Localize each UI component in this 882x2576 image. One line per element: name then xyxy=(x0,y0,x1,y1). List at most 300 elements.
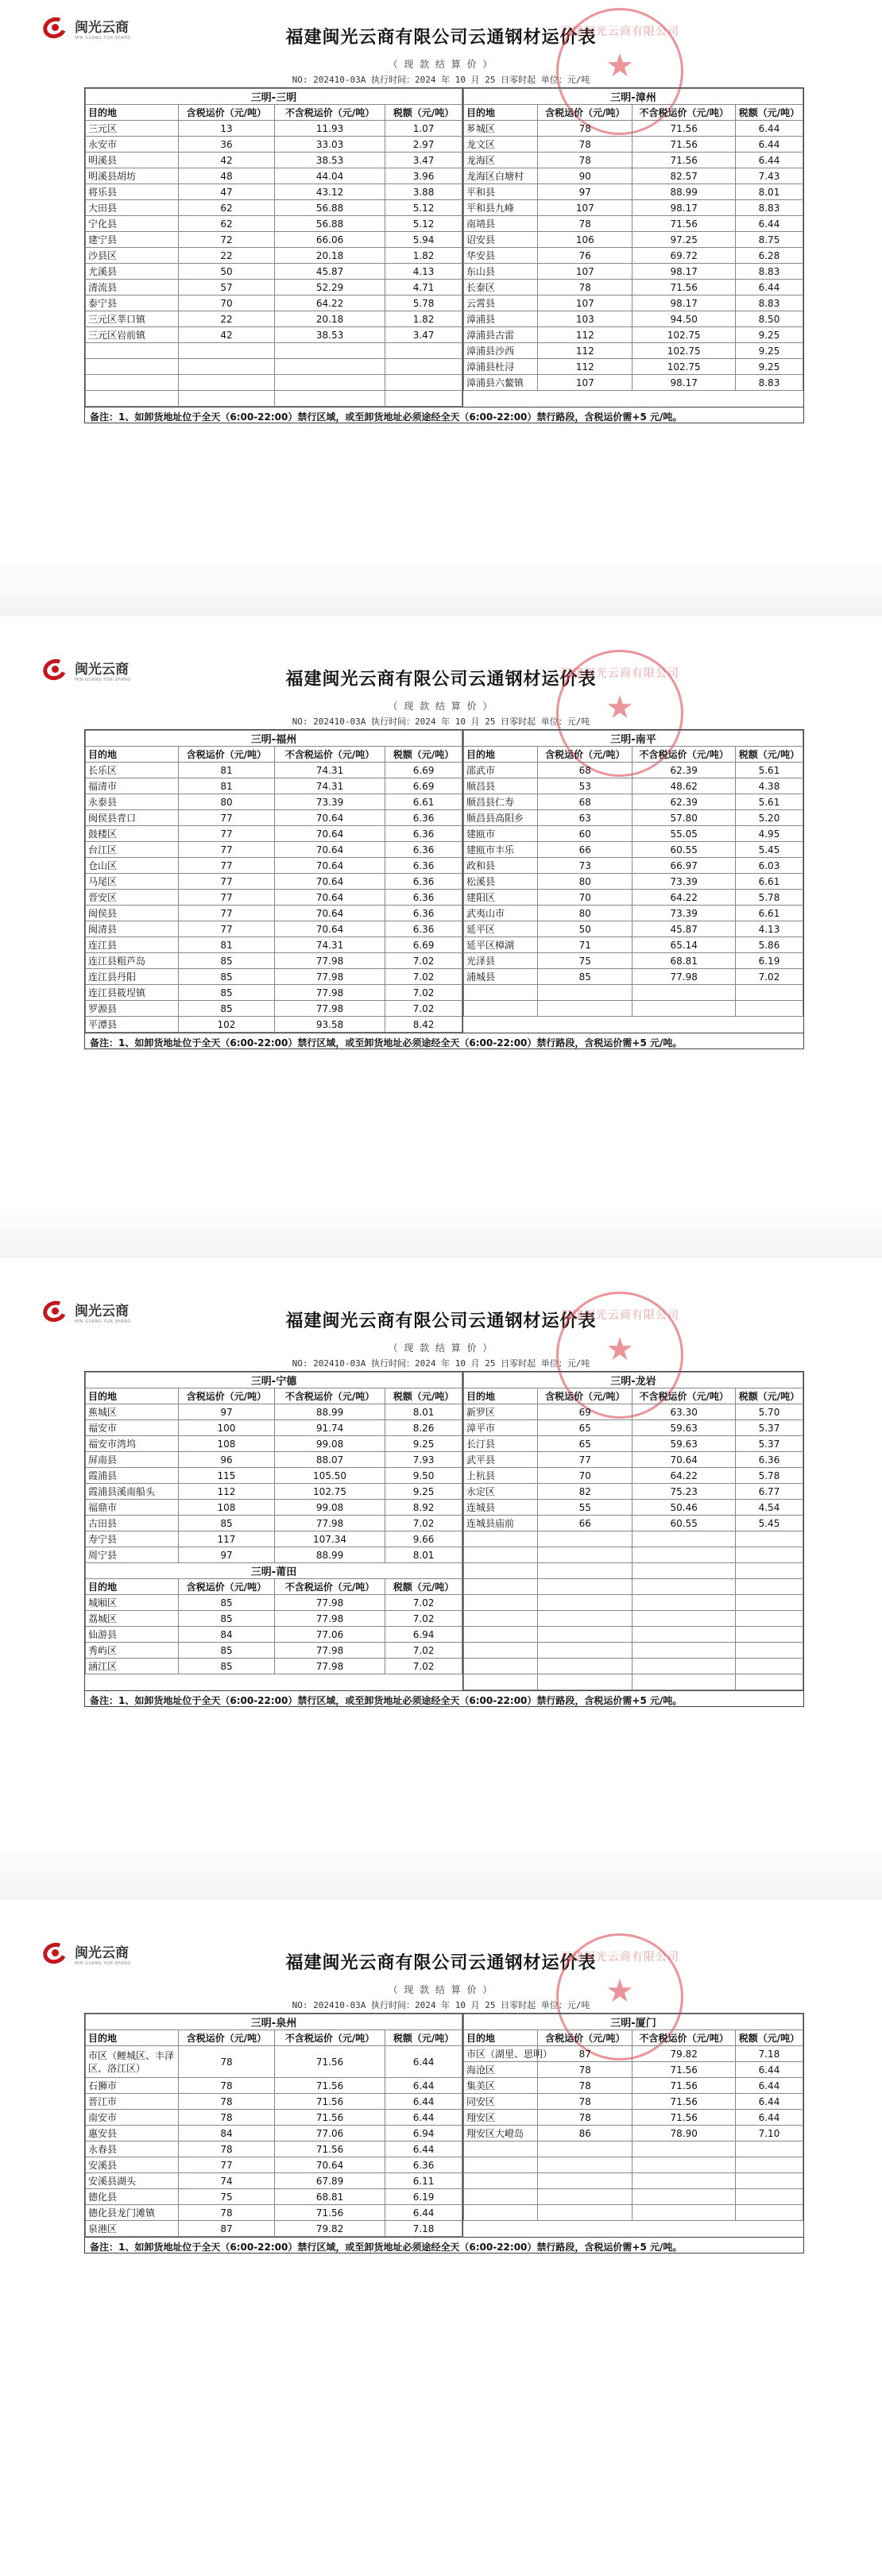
price-cell: 102.75 xyxy=(632,359,736,375)
price-cell: 70.64 xyxy=(274,2157,385,2173)
price-cell: 38.53 xyxy=(274,153,385,168)
destination-cell: 石狮市 xyxy=(86,2078,179,2094)
rate-table xyxy=(463,730,803,1017)
table-row xyxy=(464,121,803,137)
price-cell: 68 xyxy=(538,763,632,778)
destination-cell: 市区（鲤城区、丰泽区、洛江区） xyxy=(86,2046,179,2078)
table-row xyxy=(464,153,803,168)
left-region-column xyxy=(85,1372,463,1690)
column-header: 目的地 xyxy=(86,105,179,121)
destination-cell: 寿宁县 xyxy=(86,1531,179,1547)
table-row xyxy=(464,1674,803,1690)
price-cell: 97 xyxy=(178,1404,274,1420)
price-cell xyxy=(538,2157,632,2173)
price-cell xyxy=(538,1659,632,1674)
price-cell: 71.56 xyxy=(632,2062,736,2078)
destination-cell: 福安市湾坞 xyxy=(86,1436,179,1452)
price-cell xyxy=(178,343,274,359)
price-cell: 78 xyxy=(178,2094,274,2110)
column-header: 税额（元/吨） xyxy=(735,105,803,121)
destination-cell xyxy=(464,1001,538,1017)
price-cell: 6.44 xyxy=(385,2110,462,2126)
price-cell: 107 xyxy=(538,295,632,311)
price-cell xyxy=(538,1643,632,1659)
logo-text: 闽光云商 xyxy=(75,1945,129,1961)
seal-star-icon: ★ xyxy=(605,1973,634,2010)
region-title-row xyxy=(86,1563,462,1579)
price-cell: 98.17 xyxy=(632,264,736,280)
price-cell: 78 xyxy=(178,2046,274,2078)
table-row xyxy=(464,1659,803,1674)
logo-subtext: MIN GUANG YUN SHANG xyxy=(75,35,131,41)
price-cell: 75 xyxy=(178,2189,274,2205)
header-row xyxy=(86,747,462,763)
price-cell xyxy=(735,1579,803,1595)
destination-cell: 东山县 xyxy=(464,264,538,280)
table-row xyxy=(464,248,803,264)
destination-cell: 宁化县 xyxy=(86,216,179,232)
price-cell: 112 xyxy=(178,1484,274,1500)
logo-text: 闽光云商 xyxy=(75,661,129,678)
price-cell xyxy=(632,1547,736,1563)
price-cell: 6.36 xyxy=(385,2157,462,2173)
price-cell: 9.25 xyxy=(735,359,803,375)
seal-star-icon: ★ xyxy=(605,689,634,726)
price-cell: 60.55 xyxy=(632,842,736,858)
price-cell: 7.02 xyxy=(385,1595,462,1611)
page-title: 福建闽光云商有限公司云通钢材运价表 xyxy=(285,670,597,689)
price-cell xyxy=(274,343,385,359)
price-cell: 69 xyxy=(538,1404,632,1420)
destination-cell: 仙游县 xyxy=(86,1627,179,1643)
table-row xyxy=(86,1001,462,1017)
destination-cell: 延平区 xyxy=(464,921,538,937)
destination-cell: 长泰区 xyxy=(464,280,538,295)
price-cell: 85 xyxy=(538,969,632,985)
column-header: 目的地 xyxy=(86,747,179,763)
column-header: 不含税运价（元/吨） xyxy=(632,105,736,121)
table-row xyxy=(86,874,462,890)
price-cell: 5.78 xyxy=(735,890,803,906)
destination-cell xyxy=(464,2157,538,2173)
table-row xyxy=(86,810,462,826)
column-header: 目的地 xyxy=(464,105,538,121)
table-row xyxy=(86,906,462,921)
price-cell: 107 xyxy=(538,375,632,391)
table-row xyxy=(464,2126,803,2142)
destination-cell: 长汀县 xyxy=(464,1436,538,1452)
price-cell: 80 xyxy=(538,906,632,921)
price-cell xyxy=(735,2157,803,2173)
table-row xyxy=(464,1436,803,1452)
column-header: 税额（元/吨） xyxy=(385,105,462,121)
table-row xyxy=(86,937,462,953)
price-cell: 108 xyxy=(178,1500,274,1516)
price-cell: 71.56 xyxy=(632,2094,736,2110)
price-cell: 71.56 xyxy=(632,280,736,295)
region-title: 三明-莆田 xyxy=(86,1563,462,1579)
destination-cell: 龙海区 xyxy=(464,153,538,168)
price-cell xyxy=(632,1595,736,1611)
destination-cell: 连江县筱埕镇 xyxy=(86,985,179,1001)
price-cell: 67.89 xyxy=(274,2173,385,2189)
price-cell xyxy=(632,2173,736,2189)
destination-cell: 涵江区 xyxy=(86,1659,179,1674)
table-row xyxy=(86,2173,462,2189)
price-cell: 9.25 xyxy=(385,1436,462,1452)
price-cell: 103 xyxy=(538,311,632,327)
tariff-page xyxy=(0,1925,882,2542)
price-cell: 112 xyxy=(538,343,632,359)
price-cell: 71.56 xyxy=(274,2142,385,2157)
price-cell xyxy=(735,1531,803,1547)
destination-cell: 福清市 xyxy=(86,778,179,794)
table-row xyxy=(464,1500,803,1516)
price-cell: 63.30 xyxy=(632,1404,736,1420)
destination-cell: 诏安县 xyxy=(464,232,538,248)
price-cell: 5.78 xyxy=(735,1468,803,1484)
destination-cell: 永泰县 xyxy=(86,794,179,810)
price-cell: 72 xyxy=(178,232,274,248)
price-cell: 78 xyxy=(178,2205,274,2221)
region-title: 三明-宁德 xyxy=(86,1373,462,1388)
price-cell: 9.66 xyxy=(385,1531,462,1547)
table-row xyxy=(464,1468,803,1484)
price-cell: 78.90 xyxy=(632,2126,736,2142)
price-cell: 107 xyxy=(538,200,632,216)
price-cell: 78 xyxy=(538,216,632,232)
price-cell: 7.02 xyxy=(385,969,462,985)
price-cell: 50.46 xyxy=(632,1500,736,1516)
price-cell: 6.36 xyxy=(385,906,462,921)
destination-cell: 台江区 xyxy=(86,842,179,858)
price-cell: 38.53 xyxy=(274,327,385,343)
seal-text: 福建闽光云商有限公司 xyxy=(560,1309,679,1322)
price-cell xyxy=(632,1531,736,1547)
price-cell xyxy=(632,2205,736,2221)
table-row xyxy=(464,280,803,295)
column-header: 不含税运价（元/吨） xyxy=(274,1579,385,1595)
price-cell: 9.25 xyxy=(735,343,803,359)
price-cell: 78 xyxy=(538,2062,632,2078)
table-row xyxy=(464,763,803,778)
table-row xyxy=(86,985,462,1001)
price-cell: 82.57 xyxy=(632,168,736,184)
tariff-page xyxy=(0,1284,882,1900)
price-cell: 88.99 xyxy=(632,184,736,200)
price-cell: 5.37 xyxy=(735,1436,803,1452)
price-cell: 65 xyxy=(538,1436,632,1452)
price-cell: 77.98 xyxy=(274,1659,385,1674)
price-cell xyxy=(735,2142,803,2157)
table-row xyxy=(464,2062,803,2078)
column-header: 目的地 xyxy=(464,2030,538,2046)
destination-cell xyxy=(464,1579,538,1595)
price-cell: 107 xyxy=(538,264,632,280)
destination-cell: 清流县 xyxy=(86,280,179,295)
remark-note: 备注：1、如卸货地址位于全天（6:00-22:00）禁行区域，或至卸货地址必须途经全天（6:00-22:00）禁行路段，含税运价需+5 元/吨。 xyxy=(85,407,803,423)
destination-cell xyxy=(464,985,538,1001)
pricing-subtitle: （ 现 款 结 算 价 ） xyxy=(388,59,494,70)
price-cell xyxy=(735,1627,803,1643)
price-cell xyxy=(632,985,736,1001)
price-cell: 78 xyxy=(178,2142,274,2157)
price-cell: 70.64 xyxy=(274,858,385,874)
destination-cell: 荔城区 xyxy=(86,1611,179,1627)
rate-table xyxy=(85,1372,462,1674)
destination-cell: 泰宁县 xyxy=(86,295,179,311)
price-cell: 71.56 xyxy=(632,2078,736,2094)
price-cell xyxy=(632,1674,736,1690)
destination-cell xyxy=(464,1611,538,1627)
column-header: 不含税运价（元/吨） xyxy=(274,1388,385,1404)
price-cell: 66.06 xyxy=(274,232,385,248)
price-cell: 3.47 xyxy=(385,327,462,343)
destination-cell: 武夷山市 xyxy=(464,906,538,921)
price-cell: 7.02 xyxy=(735,969,803,985)
destination-cell: 连江县 xyxy=(86,937,179,953)
price-cell: 5.94 xyxy=(385,232,462,248)
seal-star-icon: ★ xyxy=(605,1331,634,1368)
price-cell: 8.42 xyxy=(385,1017,462,1033)
destination-cell xyxy=(464,1659,538,1674)
price-cell xyxy=(632,1001,736,1017)
price-cell: 90 xyxy=(538,168,632,184)
price-cell: 48.62 xyxy=(632,778,736,794)
price-cell: 42 xyxy=(178,153,274,168)
price-cell xyxy=(538,985,632,1001)
table-row xyxy=(464,264,803,280)
destination-cell: 永春县 xyxy=(86,2142,179,2157)
price-cell: 6.19 xyxy=(735,953,803,969)
destination-cell xyxy=(464,2205,538,2221)
price-cell xyxy=(632,1659,736,1674)
price-cell: 6.44 xyxy=(385,2094,462,2110)
price-cell: 5.70 xyxy=(735,1404,803,1420)
destination-cell: 松溪县 xyxy=(464,874,538,890)
table-row xyxy=(86,1643,462,1659)
price-cell xyxy=(538,1611,632,1627)
table-row xyxy=(86,121,462,137)
price-cell: 77 xyxy=(178,810,274,826)
price-cell: 3.88 xyxy=(385,184,462,200)
price-cell xyxy=(538,2205,632,2221)
destination-cell: 闽侯县青口 xyxy=(86,810,179,826)
destination-cell: 连城县庙前 xyxy=(464,1516,538,1531)
price-cell: 115 xyxy=(178,1468,274,1484)
table-row xyxy=(86,1659,462,1674)
table-row xyxy=(464,890,803,906)
price-cell: 6.61 xyxy=(735,874,803,890)
price-cell: 102.75 xyxy=(274,1484,385,1500)
destination-cell: 明溪县 xyxy=(86,153,179,168)
price-cell: 73.39 xyxy=(274,794,385,810)
column-header: 税额（元/吨） xyxy=(385,2030,462,2046)
column-header: 目的地 xyxy=(86,1388,179,1404)
price-cell: 55 xyxy=(538,1500,632,1516)
price-cell: 77 xyxy=(178,874,274,890)
price-cell: 6.03 xyxy=(735,858,803,874)
price-cell: 107.34 xyxy=(274,1531,385,1547)
region-title: 三明-漳州 xyxy=(464,89,803,105)
destination-cell: 平潭县 xyxy=(86,1017,179,1033)
destination-cell: 古田县 xyxy=(86,1516,179,1531)
destination-cell: 将乐县 xyxy=(86,184,179,200)
destination-cell xyxy=(464,2173,538,2189)
price-cell: 8.83 xyxy=(735,200,803,216)
table-row xyxy=(464,1452,803,1468)
price-cell: 70.64 xyxy=(274,921,385,937)
table-row xyxy=(464,327,803,343)
remark-note: 备注：1、如卸货地址位于全天（6:00-22:00）禁行区域，或至卸货地址必须途经全天（6:00-22:00）禁行路段，含税运价需+5 元/吨。 xyxy=(85,1690,803,1706)
column-header: 目的地 xyxy=(464,1388,538,1404)
price-cell xyxy=(632,1563,736,1579)
table-row xyxy=(464,359,803,375)
destination-cell: 德化县龙门滩镇 xyxy=(86,2205,179,2221)
price-cell: 77.98 xyxy=(274,1611,385,1627)
left-region-column xyxy=(85,730,463,1033)
table-row xyxy=(464,874,803,890)
destination-cell: 永安市 xyxy=(86,137,179,153)
destination-cell: 平和县 xyxy=(464,184,538,200)
price-cell: 5.37 xyxy=(735,1420,803,1436)
destination-cell: 延平区樟湖 xyxy=(464,937,538,953)
price-cell xyxy=(385,343,462,359)
table-row xyxy=(86,343,462,359)
table-row xyxy=(464,1516,803,1531)
price-cell: 8.83 xyxy=(735,264,803,280)
price-cell: 77 xyxy=(178,2157,274,2173)
price-cell: 85 xyxy=(178,1611,274,1627)
price-cell: 9.25 xyxy=(385,1484,462,1500)
price-cell: 97 xyxy=(178,1547,274,1563)
price-cell xyxy=(538,1674,632,1690)
price-cell: 85 xyxy=(178,1516,274,1531)
destination-cell: 马尾区 xyxy=(86,874,179,890)
column-header: 不含税运价（元/吨） xyxy=(274,2030,385,2046)
destination-cell: 霞浦县溪南船头 xyxy=(86,1484,179,1500)
column-header: 税额（元/吨） xyxy=(735,2030,803,2046)
price-cell: 6.44 xyxy=(385,2078,462,2094)
price-cell: 84 xyxy=(178,2126,274,2142)
price-cell: 45.87 xyxy=(274,264,385,280)
price-cell xyxy=(632,1611,736,1627)
destination-cell: 建阳区 xyxy=(464,890,538,906)
header-row xyxy=(86,1579,462,1595)
rate-frame xyxy=(84,2013,804,2254)
region-title: 三明-三明 xyxy=(86,89,462,105)
destination-cell: 建瓯市丰乐 xyxy=(464,842,538,858)
price-cell: 88.99 xyxy=(274,1404,385,1420)
price-cell: 71.56 xyxy=(632,137,736,153)
price-cell: 106 xyxy=(538,232,632,248)
table-row xyxy=(464,921,803,937)
price-cell: 22 xyxy=(178,248,274,264)
region-title: 三明-厦门 xyxy=(464,2014,803,2030)
table-row xyxy=(86,1420,462,1436)
price-cell: 6.44 xyxy=(385,2142,462,2157)
price-cell xyxy=(538,1627,632,1643)
table-row xyxy=(86,2157,462,2173)
price-cell: 6.44 xyxy=(385,2046,462,2078)
destination-cell: 福鼎市 xyxy=(86,1500,179,1516)
destination-cell: 蕉城区 xyxy=(86,1404,179,1420)
price-cell: 56.88 xyxy=(274,200,385,216)
logo-subtext: MIN GUANG YUN SHANG xyxy=(75,1960,131,1966)
table-row xyxy=(464,969,803,985)
page-title: 福建闽光云商有限公司云通钢材运价表 xyxy=(285,1953,597,1973)
destination-cell: 连江县粗芦岛 xyxy=(86,953,179,969)
price-cell: 8.92 xyxy=(385,1500,462,1516)
price-cell: 6.94 xyxy=(385,1627,462,1643)
destination-cell: 安溪县湖头 xyxy=(86,2173,179,2189)
price-cell: 77 xyxy=(178,826,274,842)
table-row xyxy=(464,937,803,953)
destination-cell: 建宁县 xyxy=(86,232,179,248)
price-cell: 73.39 xyxy=(632,874,736,890)
price-cell: 75.23 xyxy=(632,1484,736,1500)
price-cell: 6.77 xyxy=(735,1484,803,1500)
price-cell: 78 xyxy=(538,137,632,153)
table-row xyxy=(464,2205,803,2221)
destination-cell xyxy=(464,1627,538,1643)
price-cell xyxy=(538,1563,632,1579)
table-row xyxy=(86,248,462,264)
rate-frame xyxy=(84,87,804,423)
price-cell: 79.82 xyxy=(274,2221,385,2237)
destination-cell: 连江县丹阳 xyxy=(86,969,179,985)
destination-cell xyxy=(464,2142,538,2157)
price-cell xyxy=(538,1595,632,1611)
header-row xyxy=(86,105,462,121)
price-cell: 76 xyxy=(538,248,632,264)
header-row xyxy=(86,1388,462,1404)
price-cell: 77 xyxy=(178,858,274,874)
price-cell: 8.83 xyxy=(735,375,803,391)
price-cell: 4.71 xyxy=(385,280,462,295)
table-row xyxy=(86,295,462,311)
price-cell xyxy=(632,2142,736,2157)
destination-cell: 龙海区白塘村 xyxy=(464,168,538,184)
price-cell xyxy=(274,359,385,375)
price-cell: 77 xyxy=(178,921,274,937)
price-cell: 6.11 xyxy=(385,2173,462,2189)
price-cell xyxy=(178,359,274,375)
table-row xyxy=(464,2110,803,2126)
price-cell: 6.44 xyxy=(735,121,803,137)
price-cell: 7.18 xyxy=(385,2221,462,2237)
region-title: 三明-龙岩 xyxy=(464,1373,803,1388)
price-cell: 108 xyxy=(178,1436,274,1452)
destination-cell xyxy=(86,359,179,375)
table-row xyxy=(86,1531,462,1547)
destination-cell: 建瓯市 xyxy=(464,826,538,842)
price-cell: 74 xyxy=(178,2173,274,2189)
price-cell: 71 xyxy=(538,937,632,953)
price-cell xyxy=(538,2189,632,2205)
left-region-column xyxy=(85,88,463,407)
table-row xyxy=(464,200,803,216)
destination-cell: 三元区 xyxy=(86,121,179,137)
price-cell: 71.56 xyxy=(274,2110,385,2126)
price-cell: 52.29 xyxy=(274,280,385,295)
price-cell xyxy=(178,391,274,407)
price-cell: 6.36 xyxy=(385,842,462,858)
price-cell: 20.18 xyxy=(274,311,385,327)
logo-text: 闽光云商 xyxy=(75,1303,129,1319)
page-title: 福建闽光云商有限公司云通钢材运价表 xyxy=(285,1311,597,1331)
destination-cell: 上杭县 xyxy=(464,1468,538,1484)
